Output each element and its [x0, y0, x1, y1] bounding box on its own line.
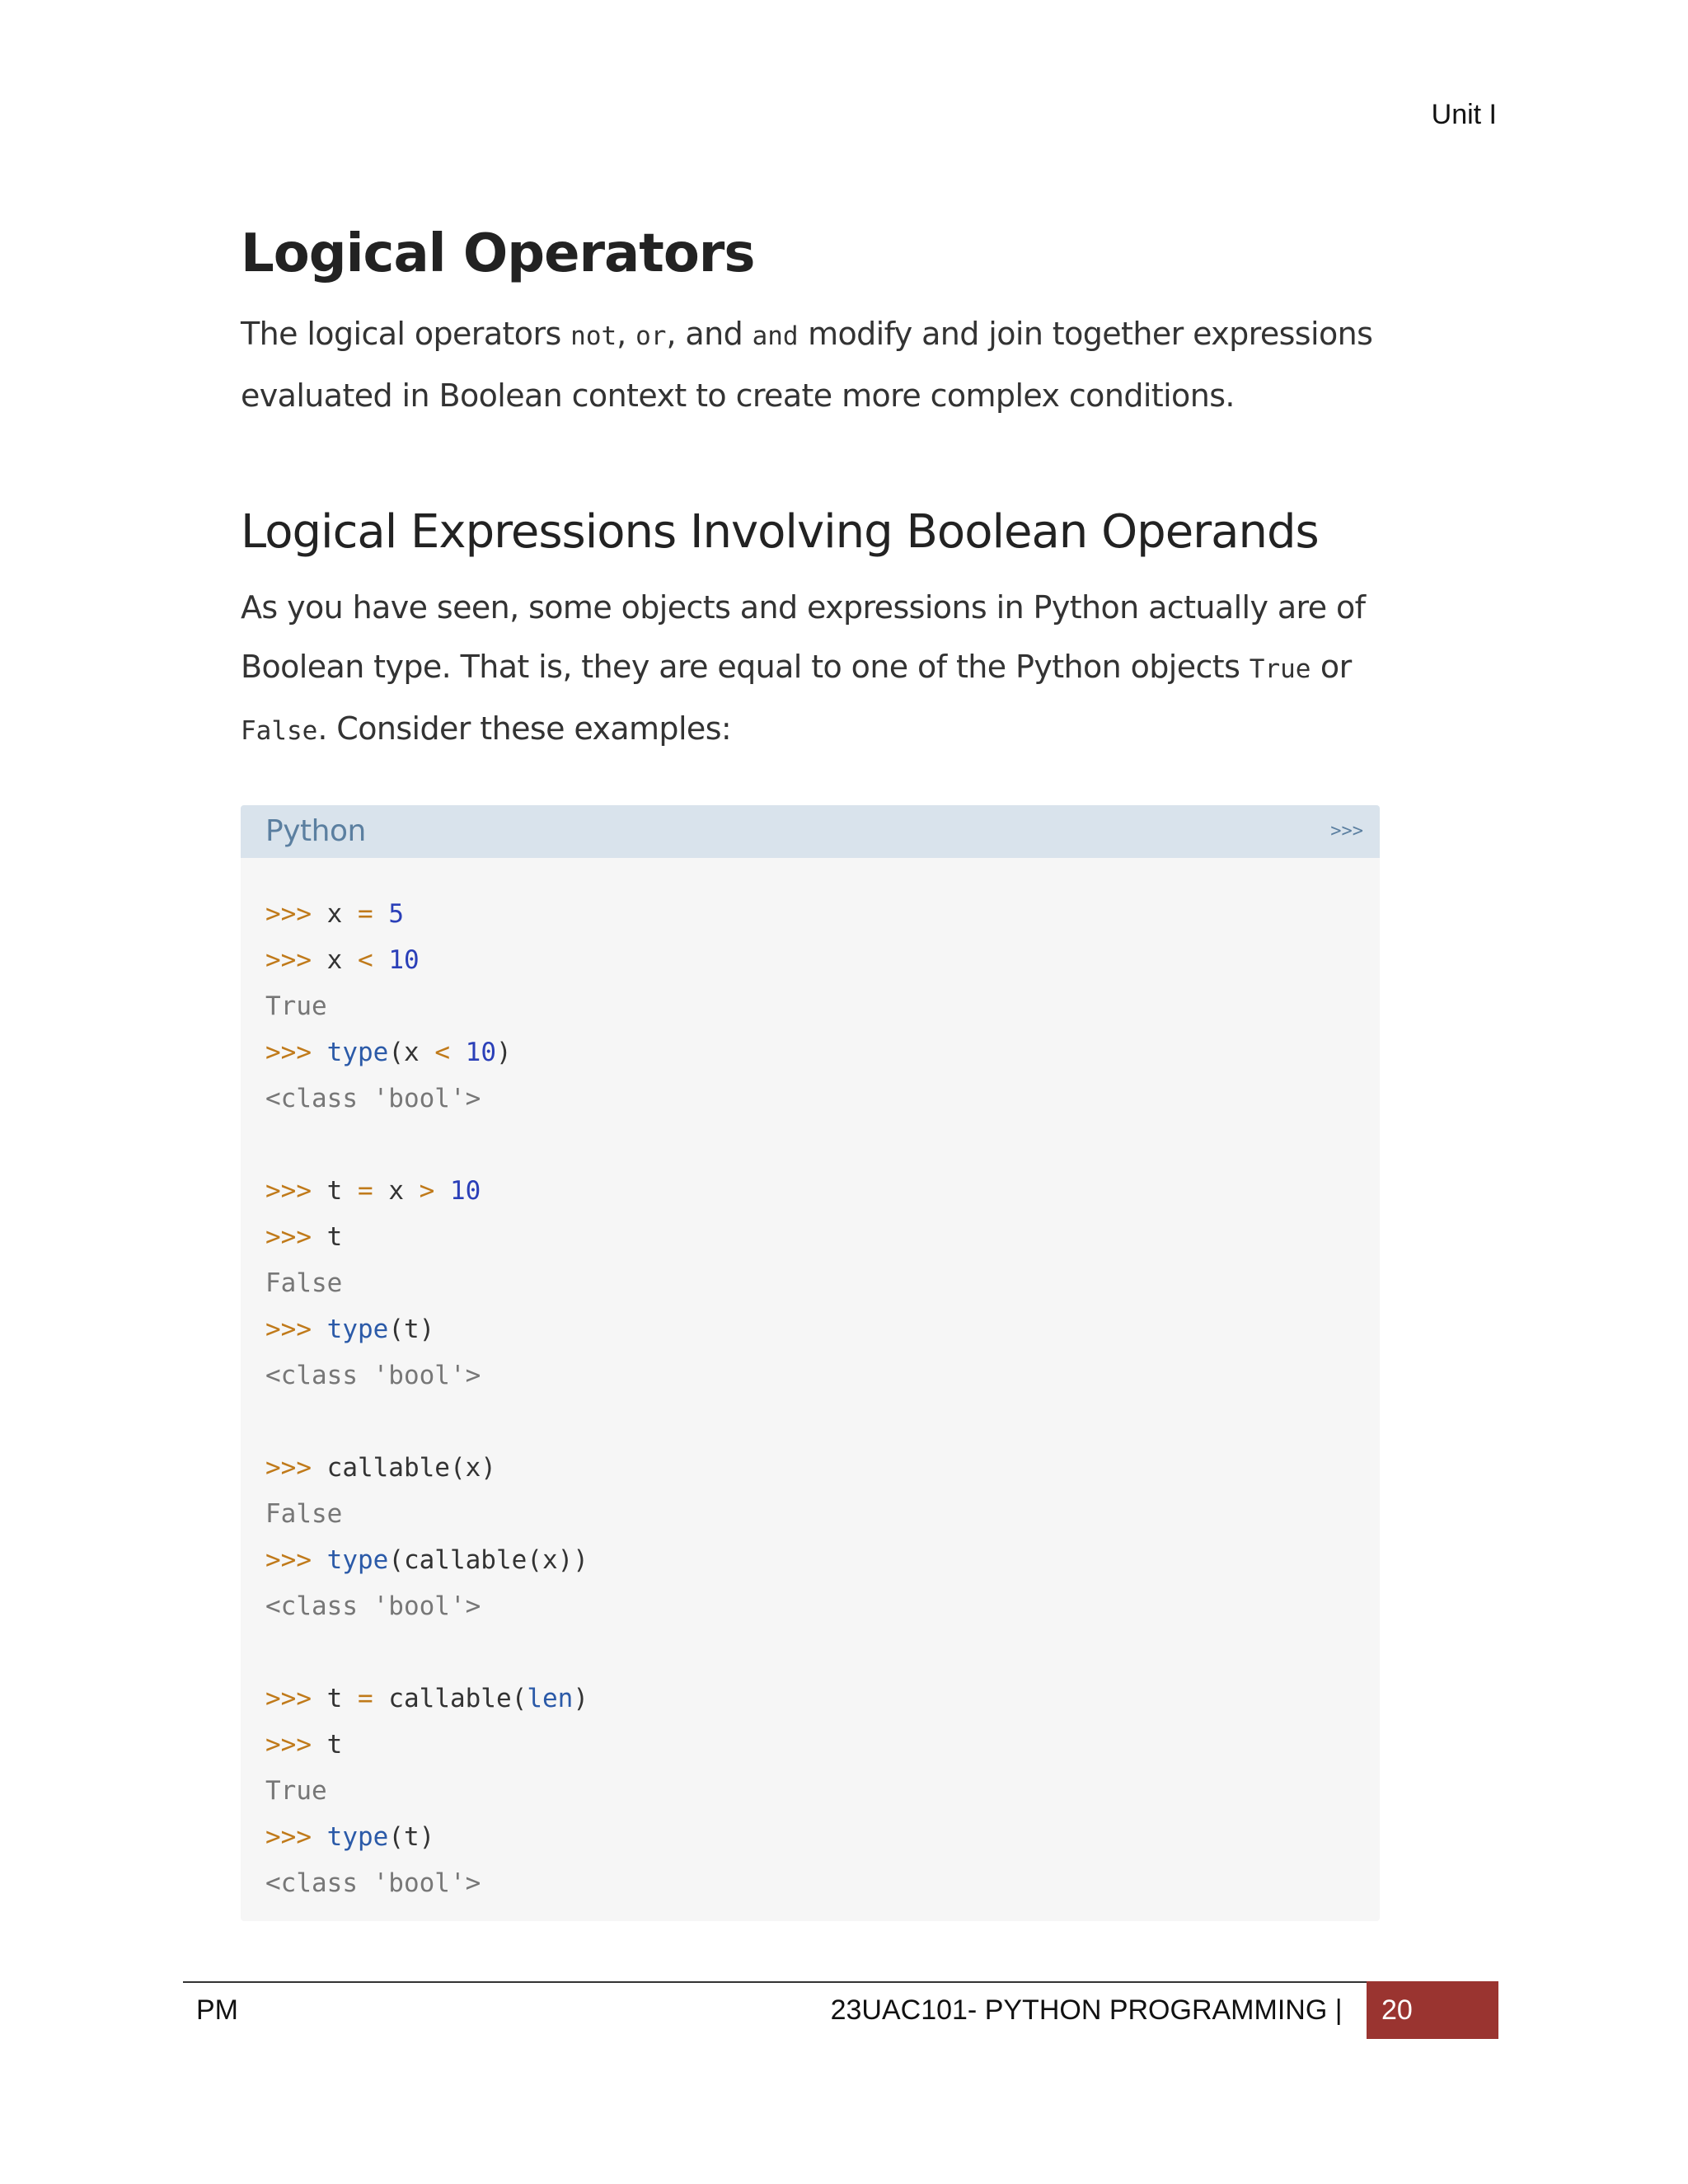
code-line — [265, 1722, 1355, 1768]
code-prompt: >>> — [265, 1452, 327, 1483]
code-prompt: >>> — [265, 1544, 327, 1575]
code-line — [265, 983, 1355, 1029]
code-token: callable( — [388, 1683, 528, 1713]
section-title: Logical Operators — [241, 223, 755, 284]
code-output: <class 'bool'> — [265, 1083, 481, 1113]
running-header-unit: Unit I — [1431, 99, 1497, 130]
code-blank-line — [265, 1122, 1355, 1168]
code-line — [265, 1260, 1355, 1306]
code-token: 10 — [450, 1175, 481, 1206]
intro-text-before: The logical operators — [241, 315, 571, 352]
code-prompt: >>> — [265, 1821, 327, 1852]
code-token: t — [326, 1683, 343, 1713]
inline-code-false: False — [241, 715, 318, 746]
code-token: (callable(x)) — [388, 1544, 588, 1575]
code-token: ) — [573, 1683, 588, 1713]
code-line — [265, 1168, 1355, 1214]
footer-rule — [183, 1981, 1367, 1983]
inline-code-true: True — [1249, 654, 1311, 684]
subsection-paragraph — [241, 578, 1386, 761]
code-line — [265, 891, 1355, 937]
sub-text-after: . Consider these examples: — [317, 710, 732, 747]
code-line — [265, 1583, 1355, 1629]
code-line — [265, 1352, 1355, 1399]
code-token: x — [326, 898, 343, 929]
code-token: (t) — [388, 1821, 435, 1852]
code-line — [265, 1860, 1355, 1906]
intro-sep-1: , — [617, 315, 636, 352]
footer-left-label: PM — [196, 1994, 238, 2026]
code-token: < — [342, 944, 389, 975]
code-token: ) — [495, 1037, 512, 1067]
prompt-toggle-button[interactable]: >>> — [1330, 821, 1363, 842]
code-output: <class 'bool'> — [265, 1591, 481, 1621]
code-token: t — [326, 1175, 343, 1206]
code-line — [265, 1306, 1355, 1352]
code-token: < — [419, 1037, 466, 1067]
footer-page-number: 20 — [1367, 1981, 1498, 2039]
code-token: (t) — [388, 1314, 435, 1344]
code-language-label: Python — [265, 814, 366, 849]
inline-code-not: not — [570, 321, 617, 351]
intro-text-after: modify and join together expressions evaluated in Boolean context to create more complex conditions. — [241, 315, 1373, 414]
code-token: x — [326, 944, 343, 975]
code-prompt: >>> — [265, 1037, 327, 1067]
code-line — [265, 1768, 1355, 1814]
code-prompt: >>> — [265, 1314, 327, 1344]
code-output: False — [265, 1268, 343, 1298]
code-token: 10 — [465, 1037, 496, 1067]
code-token: > — [404, 1175, 450, 1206]
code-body — [241, 858, 1380, 1921]
code-token: = — [342, 898, 389, 929]
sub-text-mid: or — [1311, 648, 1352, 685]
code-line — [265, 1491, 1355, 1537]
code-token: type — [326, 1314, 389, 1344]
inline-code-and: and — [752, 321, 799, 351]
code-token: len — [527, 1683, 574, 1713]
code-token: x — [388, 1175, 404, 1206]
code-prompt: >>> — [265, 898, 327, 929]
page-content — [241, 223, 1386, 1921]
sub-text-before: As you have seen, some objects and expressions in Python actually are of Boolean type. That is, they are equal to one of the Python objects — [241, 588, 1366, 685]
intro-paragraph — [241, 304, 1386, 425]
code-blank-line — [265, 1629, 1355, 1675]
inline-code-or: or — [635, 321, 667, 351]
subsection-title: Logical Expressions Involving Boolean Operands — [241, 504, 1319, 559]
intro-sep-2: , and — [666, 315, 753, 352]
code-line — [265, 1214, 1355, 1260]
code-block-header — [241, 805, 1380, 858]
code-blank-line — [265, 1399, 1355, 1445]
code-token: 5 — [388, 898, 404, 929]
code-output: True — [265, 1775, 327, 1806]
code-line — [265, 1675, 1355, 1722]
code-token: type — [326, 1821, 389, 1852]
footer-course-title: 23UAC101- PYTHON PROGRAMMING | — [830, 1994, 1350, 2026]
code-prompt: >>> — [265, 944, 327, 975]
code-prompt: >>> — [265, 1683, 327, 1713]
code-line — [265, 1445, 1355, 1491]
code-token: = — [342, 1683, 389, 1713]
code-output: False — [265, 1498, 343, 1529]
code-token: x — [403, 1037, 420, 1067]
code-token: type — [326, 1037, 389, 1067]
code-prompt: >>> — [265, 1221, 327, 1252]
code-token: 10 — [388, 944, 420, 975]
code-token: callable(x) — [326, 1452, 496, 1483]
code-token: t — [326, 1729, 343, 1760]
code-token: = — [342, 1175, 389, 1206]
code-line — [265, 937, 1355, 983]
code-line — [265, 1029, 1355, 1076]
code-output: True — [265, 991, 327, 1021]
code-token: type — [326, 1544, 389, 1575]
code-output: <class 'bool'> — [265, 1868, 481, 1898]
code-prompt: >>> — [265, 1175, 327, 1206]
code-prompt: >>> — [265, 1729, 327, 1760]
code-line — [265, 1814, 1355, 1860]
code-line — [265, 1076, 1355, 1122]
code-line — [265, 1537, 1355, 1583]
code-block — [241, 805, 1380, 1921]
code-output: <class 'bool'> — [265, 1360, 481, 1390]
code-token: ( — [388, 1037, 404, 1067]
code-token: t — [326, 1221, 343, 1252]
